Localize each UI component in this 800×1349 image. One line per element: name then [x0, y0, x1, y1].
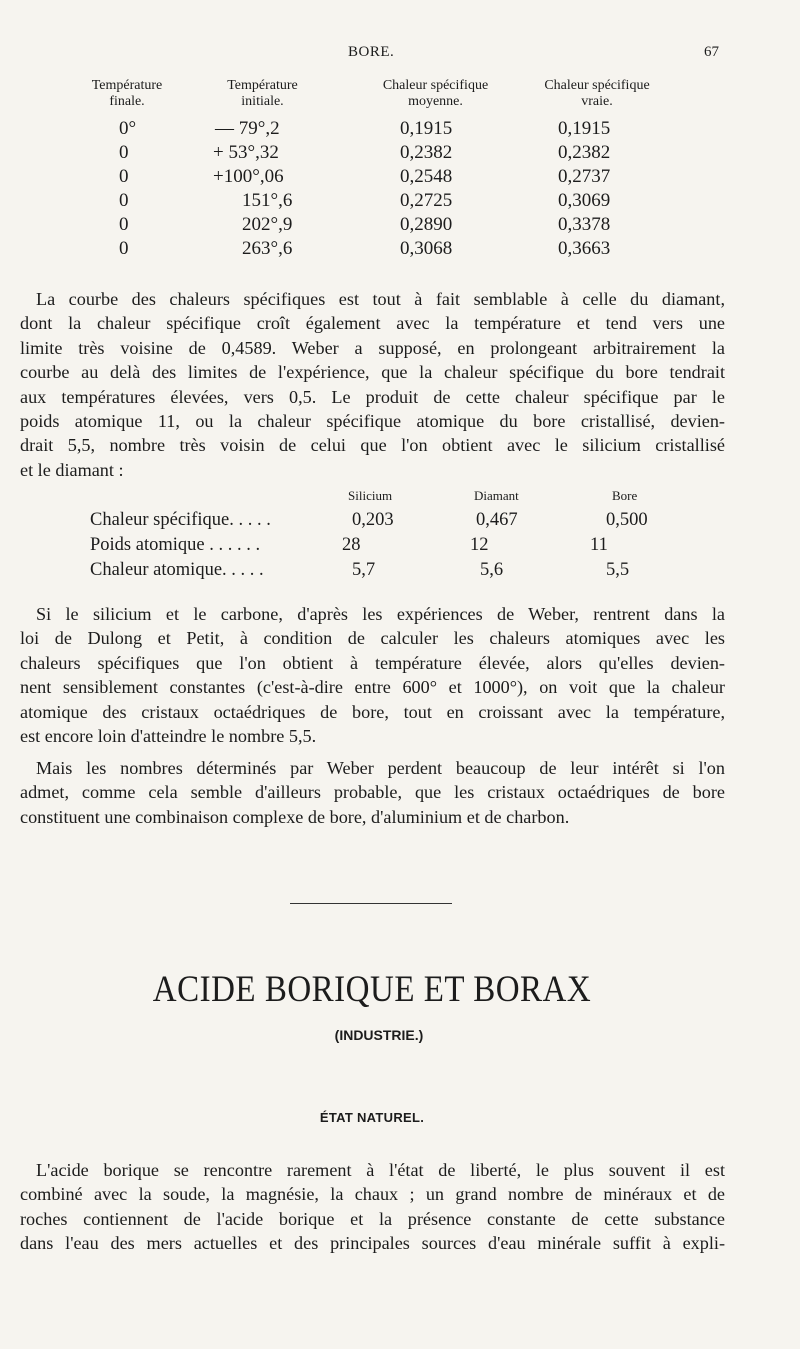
header-line: moyenne.: [408, 94, 463, 109]
table-cell: 0,3068: [400, 238, 453, 259]
header-line: Température: [227, 78, 298, 93]
text-line: constituent une combinaison complexe de bore, d'aluminium et de charbon.: [20, 806, 570, 827]
section-divider: [290, 903, 452, 904]
table-cell: 0,467: [476, 510, 518, 530]
header-line: Chaleur spécifique: [382, 78, 489, 93]
table-cell: 0: [119, 142, 129, 163]
text-line: aux températures élevées, vers 0,5. Le produit de cette chaleur spécifique par le: [20, 386, 725, 407]
section-title: ACIDE BORIQUE ET BORAX: [152, 969, 592, 1011]
header-line: Chaleur spécifique: [544, 78, 650, 93]
table-cell: 0: [119, 238, 129, 259]
text-line: Mais les nombres déterminés par Weber perdent beaucoup de leur intérêt si l'on: [36, 758, 725, 778]
text-line: La courbe des chaleurs spécifiques est tout à fait semblable à celle du diamant,: [36, 289, 725, 309]
table-cell: 263°,6: [242, 238, 293, 259]
text-line: drait 5,5, nombre très voisin de celui que l'on obtient avec le silicium cristallisé: [20, 435, 725, 456]
table-cell: 0,2737: [558, 166, 611, 187]
table-row: [0, 560, 800, 584]
text-line: chaleurs spécifiques que l'on obtient à température élevée, alors qu'elles devien-: [20, 652, 725, 673]
table-header-initial-temperature: [205, 78, 320, 110]
table-row: [0, 190, 800, 214]
table-cell: 5,5: [606, 560, 630, 580]
text-line: roches contiennent de l'acide borique et la présence constante de cette substance: [20, 1208, 725, 1229]
table-header-diamond: Diamant: [474, 488, 519, 503]
header-line: finale.: [109, 94, 145, 109]
text-line: combiné avec la soude, la magnésie, la chaux ; un grand nombre de minéraux et de: [20, 1184, 725, 1205]
table-cell: 0,2548: [400, 166, 453, 187]
section-subtitle: (INDUSTRIE.): [334, 1027, 424, 1043]
table-row: [0, 166, 800, 190]
text-line: L'acide borique se rencontre rarement à l'état de liberté, le plus souvent il est: [36, 1160, 725, 1180]
text-line: limite très voisine de 0,4589. Weber a supposé, en prolongeant arbitrairement la: [20, 337, 725, 358]
text-line: dont la chaleur spécifique croît également avec la température et tend vers une: [20, 313, 725, 334]
text-line: est encore loin d'atteindre le nombre 5,5.: [20, 725, 317, 746]
table-row: [0, 142, 800, 166]
subsection-title: ÉTAT NATUREL.: [319, 1110, 425, 1125]
paragraph-natural-state: [20, 1158, 725, 1256]
running-title: BORE.: [348, 44, 395, 60]
table-row: [0, 214, 800, 238]
table-cell: 202°,9: [242, 214, 293, 235]
paragraph-specific-heat-curve: [20, 287, 725, 482]
table-row: [0, 535, 800, 559]
table-cell: 0,203: [352, 510, 394, 530]
text-line: Si le silicium et le carbone, d'après les expériences de Weber, rentrent dans la: [36, 604, 725, 624]
table-cell: 0,3663: [558, 238, 611, 259]
text-line: poids atomique 11, ou la chaleur spécifique atomique du bore cristallisé, devien-: [20, 410, 725, 431]
paragraph-weber-numbers: [20, 756, 725, 829]
table-cell: 11: [590, 535, 608, 555]
row-label: Chaleur atomique. . . . .: [90, 560, 264, 580]
table-cell: 151°,6: [242, 190, 293, 211]
table-header-mean-specific-heat: [358, 78, 513, 110]
table-row: [0, 118, 800, 142]
table-cell: 5,7: [352, 560, 376, 580]
table-cell: 0,3069: [558, 190, 611, 211]
header-line: vraie.: [581, 94, 613, 109]
page-number: 67: [704, 44, 719, 60]
text-line: dans l'eau des mers actuelles et des principales sources d'eau minérale suffit à expli-: [20, 1233, 725, 1254]
table-cell: — 79°,2: [215, 118, 280, 139]
table-row: [0, 510, 800, 534]
table-cell: 0,1915: [400, 118, 453, 139]
table-cell: 0: [119, 214, 129, 235]
table-header-final-temperature: [72, 78, 182, 110]
table-cell: 0,2725: [400, 190, 453, 211]
table-row: [0, 238, 800, 262]
table-cell: 12: [470, 535, 489, 555]
text-line: atomique des cristaux octaédriques de bore, tout en croissant avec la température,: [20, 701, 725, 722]
table-cell: 0,3378: [558, 214, 611, 235]
header-line: initiale.: [241, 94, 284, 109]
table-cell: 0,500: [606, 510, 648, 530]
row-label: Poids atomique . . . . . .: [90, 535, 261, 555]
table-cell: 0: [119, 166, 129, 187]
table-header-true-specific-heat: [522, 78, 672, 110]
paragraph-dulong-petit: [20, 602, 725, 748]
text-line: courbe au delà des limites de l'expérience, que la chaleur spécifique du bore tendrait: [20, 362, 725, 383]
row-label: Chaleur spécifique. . . . .: [90, 510, 271, 530]
table-cell: + 53°,32: [213, 142, 279, 163]
table-header-boron: Bore: [612, 488, 638, 503]
text-line: et le diamant :: [20, 459, 124, 480]
header-line: Température: [91, 78, 163, 93]
table-cell: 0,1915: [558, 118, 611, 139]
text-line: admet, comme cela semble d'ailleurs probable, que les cristaux octaédriques de bore: [20, 782, 725, 803]
table-cell: +100°,06: [213, 166, 284, 187]
table-cell: 0,2382: [558, 142, 611, 163]
table-cell: 0,2382: [400, 142, 453, 163]
table-cell: 28: [342, 535, 361, 555]
table-cell: 0: [119, 190, 129, 211]
text-line: nent sensiblement constantes (c'est-à-dire entre 600° et 1000°), on voit que la chaleur: [20, 677, 725, 698]
table-cell: 0,2890: [400, 214, 453, 235]
table-cell: 0°: [119, 118, 137, 139]
table-header-silicon: Silicium: [348, 488, 393, 503]
table-cell: 5,6: [480, 560, 504, 580]
text-line: loi de Dulong et Petit, à condition de calculer les chaleurs atomiques avec les: [20, 628, 725, 649]
